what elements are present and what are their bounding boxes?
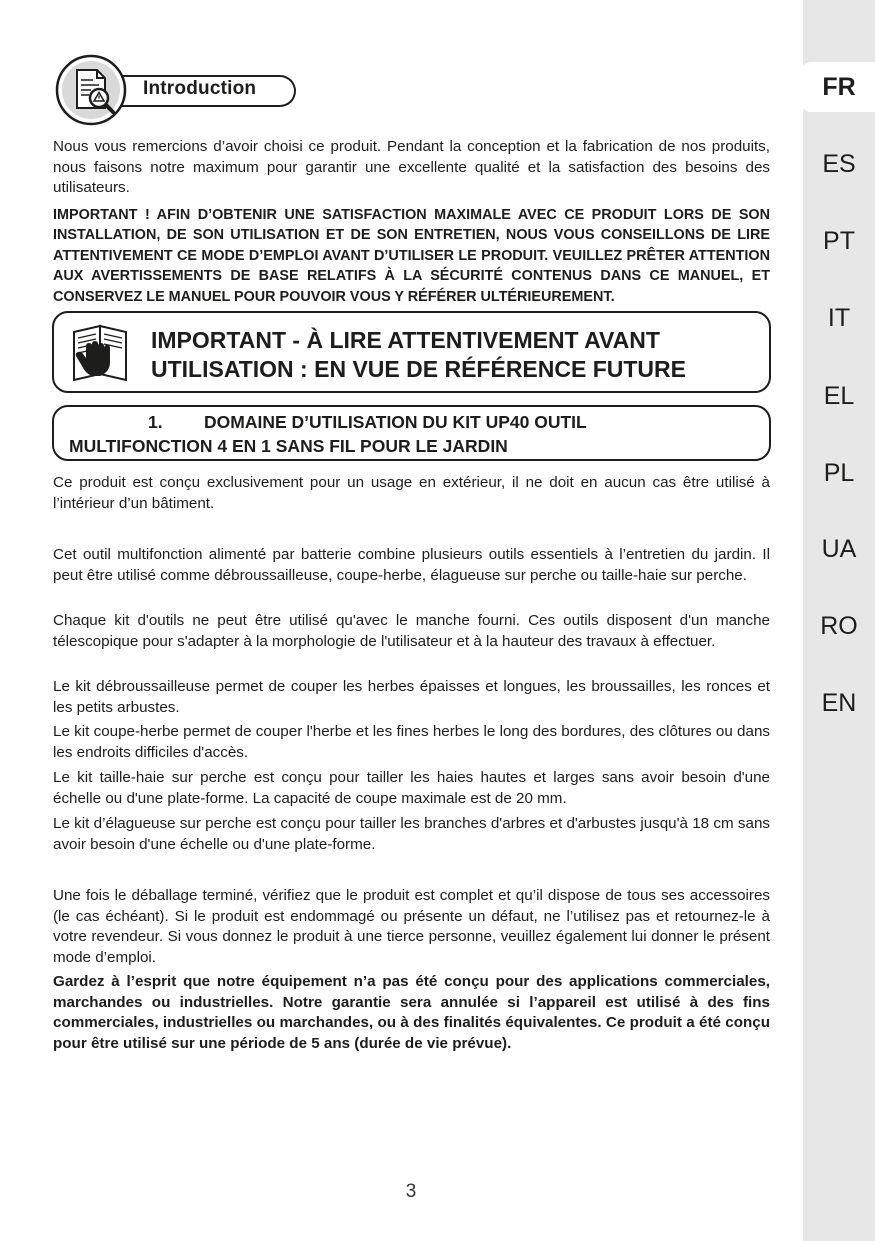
- section-title-line2: MULTIFONCTION 4 EN 1 SANS FIL POUR LE JARDIN: [69, 436, 508, 456]
- lang-tab-fr[interactable]: FR: [801, 62, 875, 112]
- lang-tab-ua[interactable]: UA: [821, 535, 857, 563]
- important-box-line1: IMPORTANT - À LIRE ATTENTIVEMENT AVANT: [151, 327, 660, 353]
- body-paragraph: Ce produit est conçu exclusivement pour un usage en extérieur, il ne doit en aucun cas être utilisé à l’intérieur d’un bâtiment.: [53, 474, 770, 512]
- lang-tab-it[interactable]: IT: [827, 304, 851, 332]
- section-heading-line1: [148, 411, 587, 433]
- lang-tab-pl[interactable]: PL: [823, 459, 855, 487]
- warranty-notice: Gardez à l’esprit que notre équipement n’a pas été conçu pour des applications commerciales, marchandes ou industrielles. Notre garantie sera annulée si l’appareil est utilisé à des fins commerciales, industrielles ou marchandes, ou à des finalités équivalentes. Ce produit a été conçu pour être utilisé sur une période de 5 ans (durée de vie prévue).: [53, 973, 770, 1052]
- body-paragraph: Le kit coupe-herbe permet de couper l'herbe et les fines herbes le long des bordures, des clôtures ou dans les endroits difficiles d'accès.: [53, 723, 770, 761]
- lang-tab-pt[interactable]: PT: [823, 227, 855, 255]
- body-paragraph: Le kit taille-haie sur perche est conçu pour tailler les haies hautes et larges sans avoir besoin d'une échelle ou d'une plate-forme. La capacité de coupe maximale est de 20 mm.: [53, 769, 770, 807]
- lang-tab-el[interactable]: EL: [823, 382, 855, 410]
- lang-tab-ro[interactable]: RO: [820, 612, 858, 640]
- read-manual-icon: [68, 318, 138, 388]
- language-sidebar: [803, 0, 875, 1241]
- body-paragraph: Le kit d’élagueuse sur perche est conçu pour tailler les branches d'arbres et d'arbustes jusqu'à 18 cm sans avoir besoin d'une échelle ou d'une plate-forme.: [53, 815, 770, 853]
- lang-tab-en[interactable]: EN: [821, 689, 857, 717]
- section-number: 1.: [148, 412, 163, 432]
- important-box-title: [151, 326, 751, 384]
- important-box-line2: UTILISATION : EN VUE DE RÉFÉRENCE FUTURE: [151, 356, 686, 382]
- lang-tab-es[interactable]: ES: [822, 150, 856, 178]
- section-title: Introduction: [143, 78, 257, 99]
- section-title-line1: DOMAINE D’UTILISATION DU KIT UP40 OUTIL: [204, 412, 587, 432]
- document-warning-icon: [55, 54, 127, 126]
- body-paragraph: Le kit débroussailleuse permet de couper les herbes épaisses et longues, les broussailles, les ronces et les petits arbustes.: [53, 678, 770, 716]
- body-paragraph: Une fois le déballage terminé, vérifiez que le produit est complet et qu’il dispose de tous ses accessoires (le cas échéant). Si le produit est endommagé ou présente un défaut, ne l’utilisez pas et retournez-le à votre revendeur. Si vous donnez le produit à une tierce personne, veuillez également lui donner le présent mode d’emploi.: [53, 887, 770, 966]
- body-paragraph: Cet outil multifonction alimenté par batterie combine plusieurs outils essentiels à l’entretien du jardin. Il peut être utilisé comme débroussailleuse, coupe-herbe, élagueuse sur perche ou taille-haie sur perche.: [53, 546, 770, 584]
- body-paragraph: Chaque kit d'outils ne peut être utilisé qu'avec le manche fourni. Ces outils disposent d'un manche télescopique pour s'adapter à la morphologie de l'utilisateur et à la hauteur des travaux à effectuer.: [53, 612, 770, 650]
- intro-paragraph: Nous vous remercions d’avoir choisi ce produit. Pendant la conception et la fabrication de nos produits, nous faisons notre maximum pour garantir une excellente qualité et la satisfaction des besoins des utilisateurs.: [53, 138, 770, 197]
- page-number: 3: [405, 1181, 417, 1202]
- important-notice: IMPORTANT ! AFIN D’OBTENIR UNE SATISFACTION MAXIMALE AVEC CE PRODUIT LORS DE SON INSTALLATION, DE SON UTILISATION ET DE SON ENTRETIEN, NOUS VOUS CONSEILLONS DE LIRE ATTENTIVEMENT CE MODE D’EMPLOI AVANT D’UTILISER LE PRODUIT. VEUILLEZ PRÊTER ATTENTION AUX AVERTISSEMENTS DE BASE RELATIFS À LA SÉCURITÉ CONTENUS DANS CE MANUEL, ET CONSERVEZ LE MANUEL POUR POUVOIR VOUS Y RÉFÉRER ULTÉRIEUREMENT.: [53, 207, 770, 305]
